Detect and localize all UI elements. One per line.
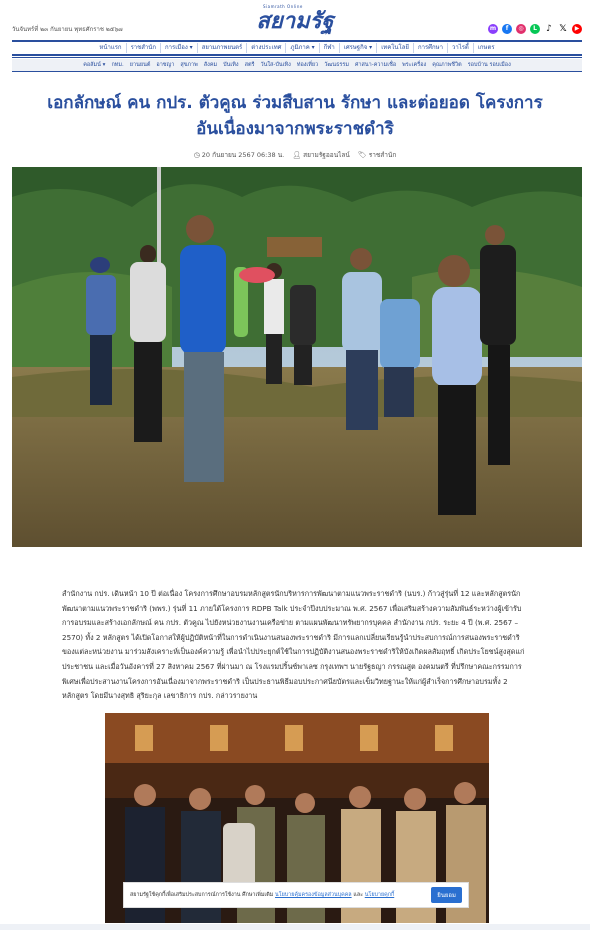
nav-divider-thin	[12, 57, 582, 58]
nav-primary-item[interactable]: เศรษฐกิจ ▾	[340, 43, 377, 53]
nav-secondary-item[interactable]: คอลัมน์ ▾	[83, 62, 106, 68]
user-icon: 👤︎	[292, 151, 302, 159]
facebook-icon[interactable]: f	[502, 24, 512, 34]
cookie-policy-link[interactable]: นโยบายคุกกี้	[364, 892, 395, 898]
nav-primary-item[interactable]: วาไรตี้	[448, 43, 474, 53]
privacy-policy-link[interactable]: นโยบายคุ้มครองข้อมูลส่วนบุคคล	[275, 892, 352, 898]
site-header	[0, 0, 590, 40]
nav-secondary-item[interactable]: กทม.	[111, 62, 124, 68]
nav-primary-item[interactable]: ภูมิภาค ▾	[286, 43, 319, 53]
clock-icon: ◷	[193, 151, 200, 159]
cookie-consent-bar	[123, 882, 469, 908]
cookie-text	[130, 891, 394, 899]
nav-primary-item[interactable]: ราชสำนัก	[127, 43, 161, 53]
x-icon[interactable]: 𝕏	[559, 23, 567, 34]
logo-text: สยามรัฐ	[256, 8, 334, 34]
article-body: สำนักงาน กปร. เดินหน้า 10 ปี ต่อเนื่อง โครงการศึกษาอบรมหลักสูตรนักบริหารการพัฒนาตามแนวพระราชดำริ (นบร.) ก้าวสู่รุ่นที่ 12 และหลักสูตรนักพัฒนาตามแนวพระราชดำริ (พพร.) รุ่นที่ 11 ภายใต้โครงการ RDPB Talk ประจำปีงบประมาณ พ.ศ. 2567 เพื่อเสริมสร้างความสัมพันธ์ระหว่างผู้เข้ารับการอบรมและสร้างเอกลักษณ์ คน กปร. ตัวคูณ ไปยังหน่วยงานงานเครือข่าย ตามแผนพัฒนาทรัพยากรบุคคล สำนักงาน กปร. ระยะ 4 ปี (พ.ศ. 2567 – 2570) ทั้ง 2 หลักสูตร ได้เปิดโอกาสให้ผู้ปฏิบัติหน้าที่ในการดำเนินงานสนองพระราชดำริ มีการแลกเปลี่ยนเรียนรู้นำประสบการณ์การสนองพระราชดำริของแต่ละหน่วยงาน มาร่วมสังเคราะห์เป็นองค์ความรู้ เพื่อนำไปประยุกต์ใช้ในการปฏิบัติงานสนองพระราชดำริให้บังเกิดผลสัมฤทธิ์ เกิดประโยชน์สูงสุดแก่ประชาชน และเมื่อวันอังคารที่ 27 สิงหาคม 2567 ที่ผ่านมา ณ โรงแรมปริ้นซ์พาเลซ กรุงเทพฯ นายรัฐธญา กรรณสูต องคมนตรี ที่ปรึกษาคณะกรรมการพิเศษเพื่อประสานงานโครงการอันเนื่องมาจากพระราชดำริ เป็นประธานพิธีมอบประกาศนียบัตรและเข็มวิทยฐานะให้แก่ผู้สำเร็จการศึกษาอบรมทั้ง 2 หลักสูตร โดยมีนางสุทธิ สุริยะกุล เลขาธิการ กปร. กล่าวรายงาน	[62, 589, 525, 701]
nav-secondary-item[interactable]: พระเครื่อง	[402, 62, 427, 68]
cookie-message: สยามรัฐใช้คุกกี้เพื่อเสริมประสบการณ์การใช้งาน ศึกษาเพิ่มเติม	[130, 892, 274, 898]
article-category-text[interactable]: ราชสำนัก	[368, 151, 397, 159]
article-hero-photo	[12, 167, 582, 547]
article-category[interactable]	[358, 150, 396, 160]
nav-primary-item[interactable]: การศึกษา	[414, 43, 448, 53]
hero-photo-image	[12, 167, 582, 547]
tiktok-icon[interactable]: ♪	[546, 23, 552, 34]
nav-secondary-item[interactable]: รอบบ้าน รอบเมือง	[467, 62, 511, 68]
tag-icon: 🏷︎	[357, 151, 367, 159]
nav-secondary-item[interactable]: วัฒนธรรม	[324, 62, 349, 68]
nav-primary-item[interactable]: เทคโนโลยี	[377, 43, 414, 53]
cookie-and: และ	[353, 892, 364, 898]
messenger-icon[interactable]: m	[489, 25, 497, 32]
nav-primary-item[interactable]: สยามภาพยนตร์	[198, 43, 248, 53]
article-title: เอกลักษณ์ คน กปร. ตัวคูณ ร่วมสืบสาน รักษา และต่อยอด โครงการอันเนื่องมาจากพระราชดำริ	[47, 93, 543, 139]
nav-secondary-item[interactable]: ศาสนา-ความเชื่อ	[354, 62, 397, 68]
nav-secondary-item[interactable]: ยานยนต์	[129, 62, 151, 68]
instagram-icon[interactable]: ◎	[516, 24, 526, 34]
youtube-icon[interactable]: ▶	[572, 24, 582, 34]
nav-divider	[12, 54, 582, 56]
nav-secondary-item[interactable]: อาชญา	[156, 62, 175, 68]
line-icon[interactable]: L	[530, 24, 540, 34]
nav-primary-item[interactable]: ต่างประเทศ	[247, 43, 286, 53]
site-logo[interactable]	[249, 4, 341, 36]
secondary-nav	[12, 59, 582, 71]
nav-primary-item[interactable]: หน้าแรก	[95, 43, 126, 53]
header-date: วันจันทร์ที่ ๒๓ กันยายน พุทธศักราช ๒๕๖๗	[12, 26, 123, 33]
cookie-accept-button[interactable]: ยินยอม	[431, 887, 462, 903]
header-divider	[12, 40, 582, 42]
nav-secondary-item[interactable]: วันใส-บันเทิง	[260, 62, 291, 68]
nav-primary-item[interactable]: การเมือง ▾	[161, 43, 198, 53]
article-author-text[interactable]: สยามรัฐออนไลน์	[303, 151, 350, 159]
subnav-divider	[12, 71, 582, 72]
nav-secondary-item[interactable]: สุขภาพ	[180, 62, 198, 68]
primary-nav	[12, 43, 582, 53]
nav-secondary-item[interactable]: สังคม	[203, 62, 218, 68]
article-meta	[0, 150, 590, 160]
logo-subtitle: Siamrath Online	[263, 4, 303, 9]
article-date	[194, 150, 285, 160]
social-links	[488, 24, 582, 34]
nav-primary-item[interactable]: กีฬา	[320, 43, 340, 53]
nav-primary-item[interactable]: เกษตร	[477, 44, 495, 51]
nav-secondary-item[interactable]: ท่องเที่ยว	[296, 62, 319, 68]
article-author[interactable]	[292, 150, 350, 160]
nav-secondary-item[interactable]: คุณภาพชีวิต	[432, 62, 462, 68]
nav-secondary-item[interactable]: สตรี	[244, 62, 255, 68]
page-bottom-strip	[0, 924, 590, 930]
article-date-text: 20 กันยายน 2567 06:38 น.	[201, 151, 285, 159]
nav-secondary-item[interactable]: บันเทิง	[223, 62, 239, 68]
